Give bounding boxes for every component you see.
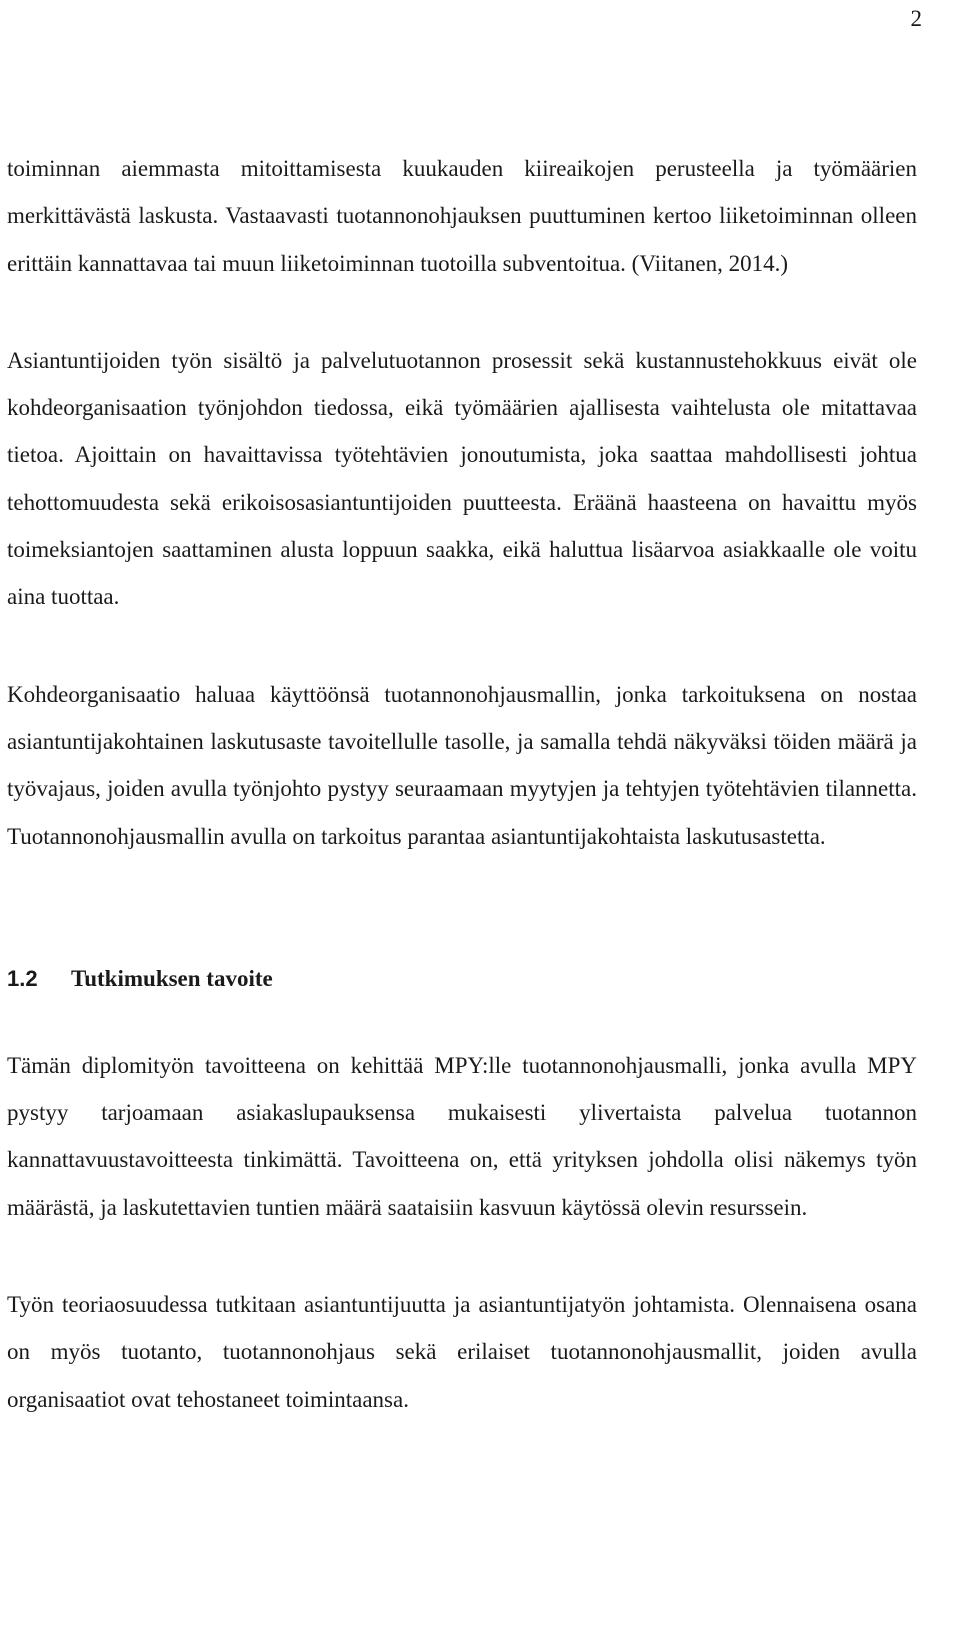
- paragraph-4: Tämän diplomityön tavoitteena on kehittää MPY:lle tuotannonohjausmalli, jonka avulla MPY pystyy tarjoamaan asiakaslupauksensa mukaisesti ylivertaista palvelua tuotannon kannattavuustavoitteesta tinkimättä. Tavoitteena on, että yrityksen johdolla olisi näkemys työn määrästä, ja laskutettavien tuntien määrä saataisiin kasvuun käytössä olevin resurssein.: [7, 1052, 917, 1220]
- document-body: [7, 145, 917, 1423]
- paragraph-2: Asiantuntijoiden työn sisältö ja palvelutuotannon prosessit sekä kustannustehokkuus eivät ole kohdeorganisaation työnjohdon tiedossa, eikä työmäärien ajallisesta vaihtelusta ole mitattavaa tietoa. Ajoittain on havaittavissa työtehtävien jonoutumista, joka saattaa mahdollisesti johtua tehottomuudesta sekä erikoisosasiantuntijoiden puutteesta. Eräänä haasteena on havaittu myös toimeksiantojen saattaminen alusta loppuun saakka, eikä haluttua lisäarvoa asiakkaalle ole voitu aina tuottaa.: [7, 347, 917, 610]
- paragraph-3: Kohdeorganisaatio haluaa käyttöönsä tuotannonohjausmallin, jonka tarkoituksena on nostaa asiantuntijakohtainen laskutusaste tavoitellulle tasolle, ja samalla tehdä näkyväksi töiden määrä ja työvajaus, joiden avulla työnjohto pystyy seuraamaan myytyjen ja tehtyjen työtehtävien tilannetta. Tuotannonohjausmallin avulla on tarkoitus parantaa asiantuntijakohtaista laskutusastetta.: [7, 681, 917, 849]
- paragraph-5: Työn teoriaosuudessa tutkitaan asiantuntijuutta ja asiantuntijatyön johtamista. Olennaisena osana on myös tuotanto, tuotannonohjaus sekä erilaiset tuotannonohjausmallit, joiden avulla organisaatiot ovat tehostaneet toimintaansa.: [7, 1292, 917, 1412]
- page-number: 2: [910, 6, 922, 31]
- section-number: 1.2: [7, 965, 38, 991]
- paragraph-1: toiminnan aiemmasta mitoittamisesta kuukauden kiireaikojen perusteella ja työmäärien merkittävästä laskusta. Vastaavasti tuotannonohjauksen puuttuminen kertoo liiketoiminnan olleen erittäin kannattavaa tai muun liiketoiminnan tuotoilla subventoitua. (Viitanen, 2014.): [7, 156, 917, 276]
- section-title: Tutkimuksen tavoite: [71, 965, 273, 991]
- section-heading: [7, 964, 917, 994]
